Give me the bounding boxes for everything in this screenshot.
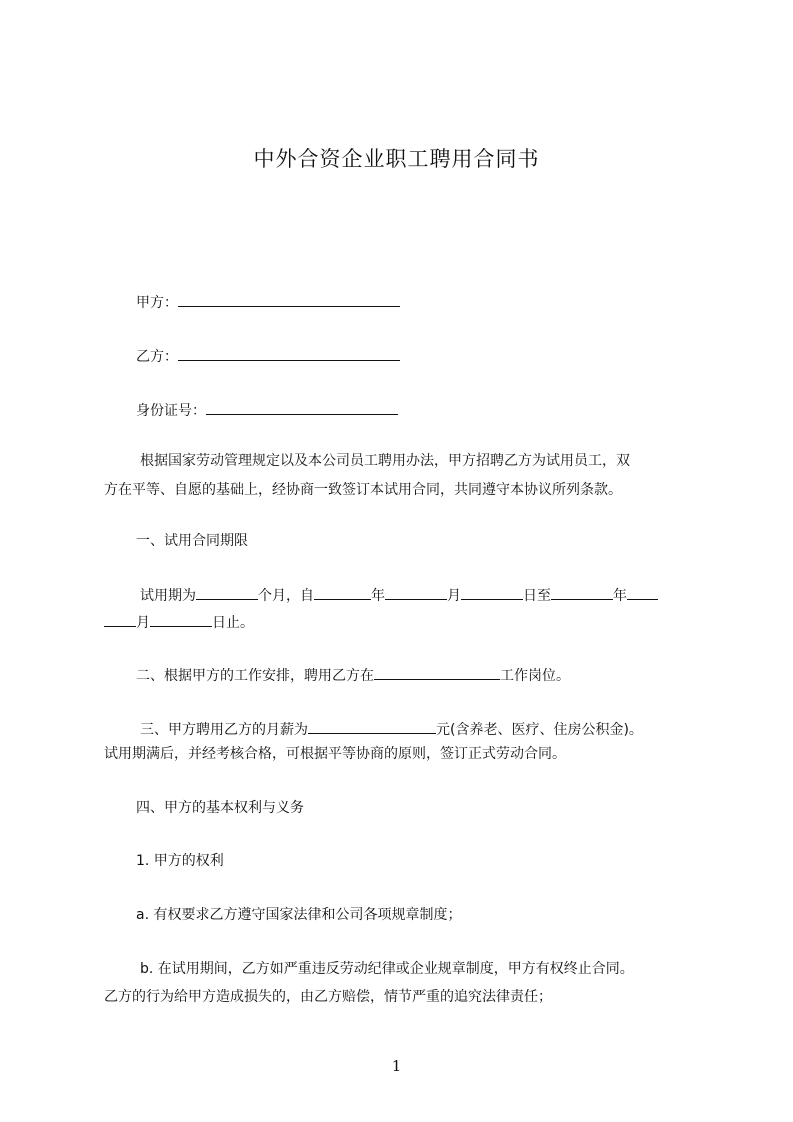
- months-blank[interactable]: [196, 585, 258, 600]
- salary-blank[interactable]: [308, 719, 436, 734]
- section-4-item-b-line-1: b. 在试用期间，乙方如严重违反劳动纪律或企业规章制度，甲方有权终止合同。: [140, 961, 634, 977]
- end-year-blank[interactable]: [551, 585, 613, 600]
- day-to-text: 日至: [523, 588, 551, 604]
- end-month-blank-part-2[interactable]: [104, 612, 136, 627]
- section-3-line-1: [140, 719, 643, 739]
- preamble-line-2: 方在平等、自愿的基础上，经协商一致签订本试用合同，共同遵守本协议所列条款。: [104, 482, 622, 498]
- start-month-blank[interactable]: [385, 585, 447, 600]
- end-month-blank-part-1[interactable]: [627, 585, 658, 600]
- job-position-blank[interactable]: [374, 665, 500, 680]
- section-3-text: 三、甲方聘用乙方的月薪为: [140, 722, 308, 738]
- id-number-blank[interactable]: [206, 400, 398, 415]
- section-2-suffix: 工作岗位。: [500, 668, 570, 684]
- trial-period-label: 试用期为: [140, 588, 196, 604]
- party-a-label: 甲方：: [136, 295, 178, 311]
- start-day-blank[interactable]: [461, 585, 523, 600]
- section-2-line: [136, 665, 570, 685]
- end-month-text: 月: [136, 615, 150, 631]
- end-day-text: 日止。: [212, 615, 254, 631]
- party-b-line: [136, 346, 400, 366]
- section-1-heading: 一、试用合同期限: [136, 533, 248, 549]
- page-title: 中外合资企业职工聘用合同书: [253, 147, 540, 171]
- preamble-line-1: 根据国家劳动管理规定以及本公司员工聘用办法，甲方招聘乙方为试用员工，双: [140, 453, 630, 469]
- section-4-item-a: a. 有权要求乙方遵守国家法律和公司各项规章制度；: [136, 907, 462, 923]
- section-2-text: 二、根据甲方的工作安排，聘用乙方在: [136, 668, 374, 684]
- id-number-line: [136, 400, 398, 420]
- section-1-line-2: [104, 612, 254, 632]
- section-1-line-1: [140, 585, 658, 605]
- month-text: 月: [447, 588, 461, 604]
- party-a-blank[interactable]: [178, 292, 400, 307]
- section-3-suffix: 元(含养老、医疗、住房公积金)。: [436, 722, 643, 738]
- party-b-label: 乙方：: [136, 349, 178, 365]
- year-text: 年: [371, 588, 385, 604]
- section-4-heading: 四、甲方的基本权利与义务: [136, 800, 304, 816]
- end-year-text: 年: [613, 588, 627, 604]
- months-from-text: 个月，自: [258, 588, 314, 604]
- page-number: 1: [391, 1057, 402, 1075]
- party-a-line: [136, 292, 400, 312]
- end-day-blank[interactable]: [150, 612, 212, 627]
- section-3-line-2: 试用期满后，并经考核合格，可根据平等协商的原则，签订正式劳动合同。: [104, 746, 566, 762]
- party-b-blank[interactable]: [178, 346, 400, 361]
- id-number-label: 身份证号：: [136, 403, 206, 419]
- start-year-blank[interactable]: [314, 585, 371, 600]
- section-4-sub-heading: 1. 甲方的权利: [136, 853, 224, 869]
- section-4-item-b-line-2: 乙方的行为给甲方造成损失的，由乙方赔偿，情节严重的追究法律责任；: [104, 989, 552, 1005]
